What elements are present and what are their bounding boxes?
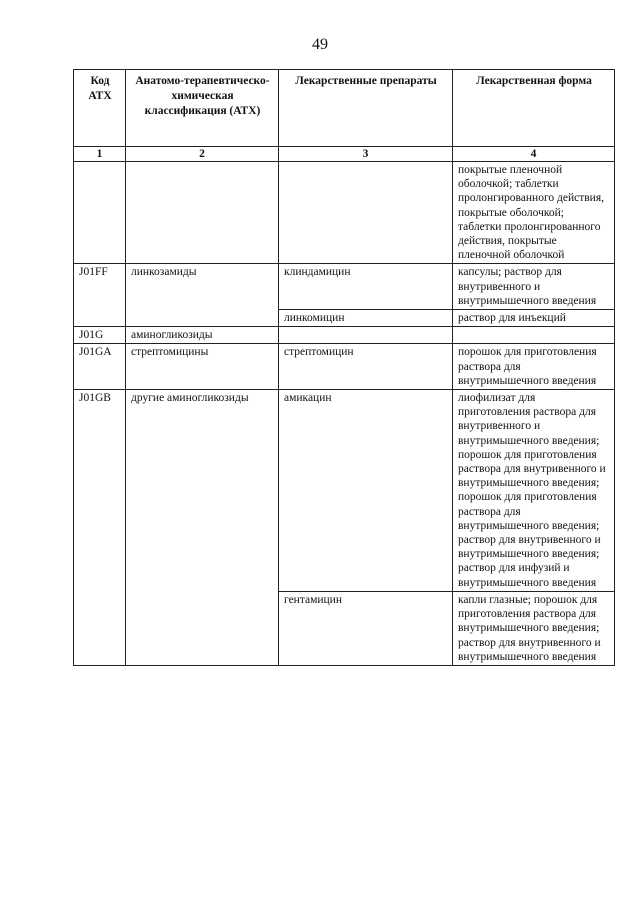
dosage-form: капли глазные; порошок для приготовления раствора для внутримышечного введения; раствор для внутривенного и внутримышечного введения (453, 591, 615, 665)
table-row (74, 264, 615, 310)
atx-class (126, 591, 279, 665)
drug-name: линкомицин (279, 310, 453, 327)
atx-class: аминогликозиды (126, 327, 279, 344)
table-row (74, 327, 615, 344)
table-header-row (74, 70, 615, 147)
atx-code: J01GA (74, 344, 126, 390)
column-number-row (74, 147, 615, 162)
atx-class (126, 310, 279, 327)
table-row (74, 310, 615, 327)
column-number: 2 (126, 147, 279, 162)
atx-table (73, 69, 615, 666)
atx-class: другие аминогликозиды (126, 390, 279, 592)
drug-name: стрептомицин (279, 344, 453, 390)
atx-code: J01FF (74, 264, 126, 310)
atx-code (74, 310, 126, 327)
drug-name (279, 162, 453, 264)
header-classification: Анатомо-терапевтическо-химическая классификация (АТХ) (126, 70, 279, 147)
atx-code (74, 591, 126, 665)
header-code: Код АТХ (74, 70, 126, 147)
table-row (74, 591, 615, 665)
dosage-form: лиофилизат для приготовления раствора для внутривенного и внутримышечного введения; порошок для приготовления раствора для внутривенного и внутримышечного введения; порошок для приготовления раствора для внутримышечного введения; раствор для внутривенного и внутримышечного введения; раствор для инфузий и внутримышечного введения (453, 390, 615, 592)
header-form: Лекарственная форма (453, 70, 615, 147)
drug-name (279, 327, 453, 344)
column-number: 4 (453, 147, 615, 162)
header-drugs: Лекарственные препараты (279, 70, 453, 147)
atx-class: линкозамиды (126, 264, 279, 310)
page-number: 49 (312, 36, 328, 53)
dosage-form: капсулы; раствор для внутривенного и внутримышечного введения (453, 264, 615, 310)
dosage-form (453, 327, 615, 344)
drug-name: амикацин (279, 390, 453, 592)
table-row (74, 344, 615, 390)
column-number: 1 (74, 147, 126, 162)
column-number: 3 (279, 147, 453, 162)
atx-class: стрептомицины (126, 344, 279, 390)
drug-name: клиндамицин (279, 264, 453, 310)
atx-code (74, 162, 126, 264)
dosage-form: раствор для инъекций (453, 310, 615, 327)
table-row (74, 390, 615, 592)
atx-class (126, 162, 279, 264)
dosage-form: порошок для приготовления раствора для внутримышечного введения (453, 344, 615, 390)
atx-code: J01GB (74, 390, 126, 592)
table-row (74, 162, 615, 264)
dosage-form: покрытые пленочной оболочкой; таблетки пролонгированного действия, покрытые оболочкой; таблетки пролонгированного действия, покрытые пленочной оболочкой (453, 162, 615, 264)
drug-name: гентамицин (279, 591, 453, 665)
atx-code: J01G (74, 327, 126, 344)
